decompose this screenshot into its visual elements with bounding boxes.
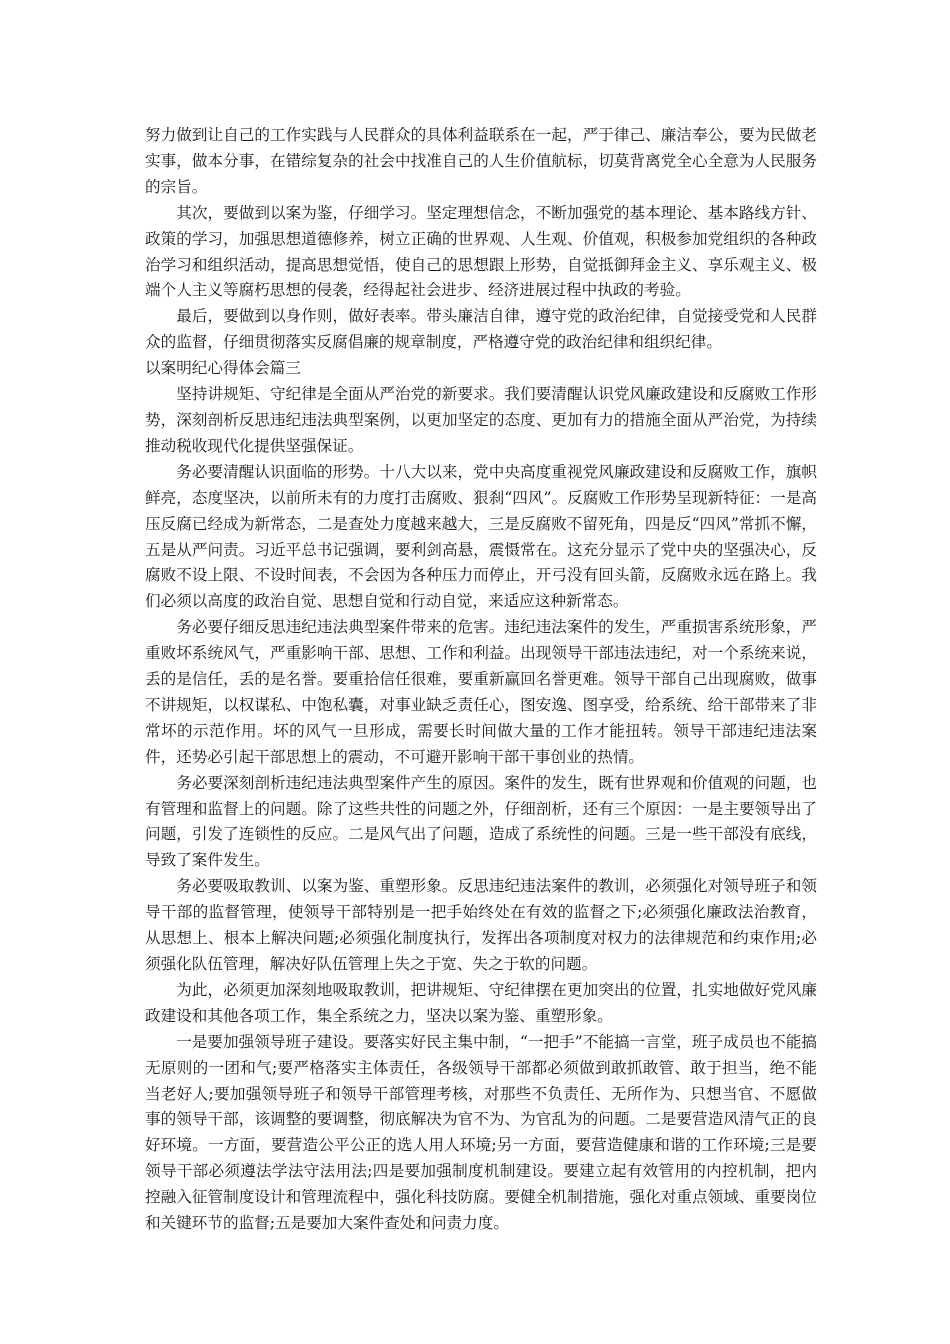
paragraph-8: 务必要吸取教训、以案为鉴、重塑形象。反思违纪违法案件的教训，必须强化对领导班子和领导干部的监督管理，使领导干部特别是一把手始终处在有效的监督之下;必须强化廉政法治教育，从思想上、根本上解决问题;必须强化制度执行，发挥出各项制度对权力的法律规范和约束作用;必须强化队伍管理，解决好队伍管理上失之于宽、失之于软的问题。 bbox=[145, 877, 817, 973]
paragraph-1: 努力做到让自己的工作实践与人民群众的具体利益联系在一起，严于律己、廉洁奉公，要为民做老实事，做本分事，在错综复杂的社会中找准自己的人生价值航标，切莫背离党全心全意为人民服务的宗旨。 bbox=[145, 126, 817, 196]
paragraph-3: 最后，要做到以身作则，做好表率。带头廉洁自律，遵守党的政治纪律，自觉接受党和人民群众的监督，仔细贯彻落实反腐倡廉的规章制度，严格遵守党的政治纪律和组织纪律。 bbox=[145, 307, 817, 352]
paragraph-5: 务必要清醒认识面临的形势。十八大以来，党中央高度重视党风廉政建设和反腐败工作，旗帜鲜亮，态度坚决，以前所未有的力度打击腐败、狠刹“四风”。反腐败工作形势呈现新特征：一是高压反腐已经成为新常态，二是查处力度越来越大，三是反腐败不留死角，四是反“四风”常抓不懈，五是从严问责。习近平总书记强调，要利剑高悬，震慑常在。这充分显示了党中央的坚强决心，反腐败不设上限、不设时间表，不会因为各种压力而停止，开弓没有回头箭，反腐败永远在路上。我们必须以高度的政治自觉、思想自觉和行动自觉，来适应这种新常态。 bbox=[145, 462, 817, 611]
paragraph-4: 坚持讲规矩、守纪律是全面从严治党的新要求。我们要清醒认识党风廉政建设和反腐败工作形势，深刻剖析反思违纪违法典型案例，以更加坚定的态度、更加有力的措施全面从严治党，为持续推动税收现代化提供坚强保证。 bbox=[145, 385, 817, 455]
paragraph-2: 其次，要做到以案为鉴，仔细学习。坚定理想信念，不断加强党的基本理论、基本路线方针、政策的学习，加强思想道德修养，树立正确的世界观、人生观、价值观，积极参加党组织的各种政治学习和组织活动，提高思想觉悟，使自己的思想跟上形势，自觉抵御拜金主义、享乐观主义、极端个人主义等腐朽思想的侵袭，经得起社会进步、经济进展过程中执政的考验。 bbox=[145, 203, 817, 300]
section-heading: 以案明纪心得体会篇三 bbox=[145, 359, 301, 378]
document-body bbox=[145, 123, 817, 1237]
paragraph-7: 务必要深刻剖析违纪违法典型案件产生的原因。案件的发生，既有世界观和价值观的问题，也有管理和监督上的问题。除了这些共性的问题之外，仔细剖析，还有三个原因：一是主要领导出了问题，引发了连锁性的反应。二是风气出了问题，造成了系统性的问题。三是一些干部没有底线，导致了案件发生。 bbox=[145, 773, 817, 870]
paragraph-6: 务必要仔细反思违纪违法典型案件带来的危害。违纪违法案件的发生，严重损害系统形象，严重败坏系统风气，严重影响干部、思想、工作和利益。出现领导干部违法违纪，对一个系统来说，丢的是信任，丢的是名誉。要重拾信任很难，要重新赢回名誉更难。领导干部自己出现腐败，做事不讲规矩，以权谋私、中饱私囊，对事业缺乏责任心，图安逸、图享受，给系统、给干部带来了非常坏的示范作用。坏的风气一旦形成，需要长时间做大量的工作才能扭转。领导干部违纪违法案件，还势必引起干部思想上的震动，不可避开影响干部干事创业的热情。 bbox=[145, 618, 817, 766]
paragraph-9: 为此，必须更加深刻地吸取教训，把讲规矩、守纪律摆在更加突出的位置，扎实地做好党风廉政建设和其他各项工作，集全系统之力，坚决以案为鉴、重塑形象。 bbox=[145, 980, 817, 1025]
paragraph-10: 一是要加强领导班子建设。要落实好民主集中制，“一把手”不能搞一言堂，班子成员也不能搞无原则的一团和气;要严格落实主体责任，各级领导干部都必须做到敢抓敢管、敢于担当，绝不能当老好人;要加强领导班子和领导干部管理考核，对那些不负责任、无所作为、只想当官、不愿做事的领导干部，该调整的要调整，彻底解决为官不为、为官乱为的问题。二是要营造风清气正的良好环境。一方面，要营造公平公正的选人用人环境;另一方面，要营造健康和谐的工作环境;三是要领导干部必须遵法学法守法用法;四是要加强制度机制建设。要建立起有效管用的内控机制，把内控融入征管制度设计和管理流程中，强化科技防腐。要健全机制措施，强化对重点领域、重要岗位和关键环节的监督;五是要加大案件查处和问责力度。 bbox=[145, 1032, 817, 1233]
